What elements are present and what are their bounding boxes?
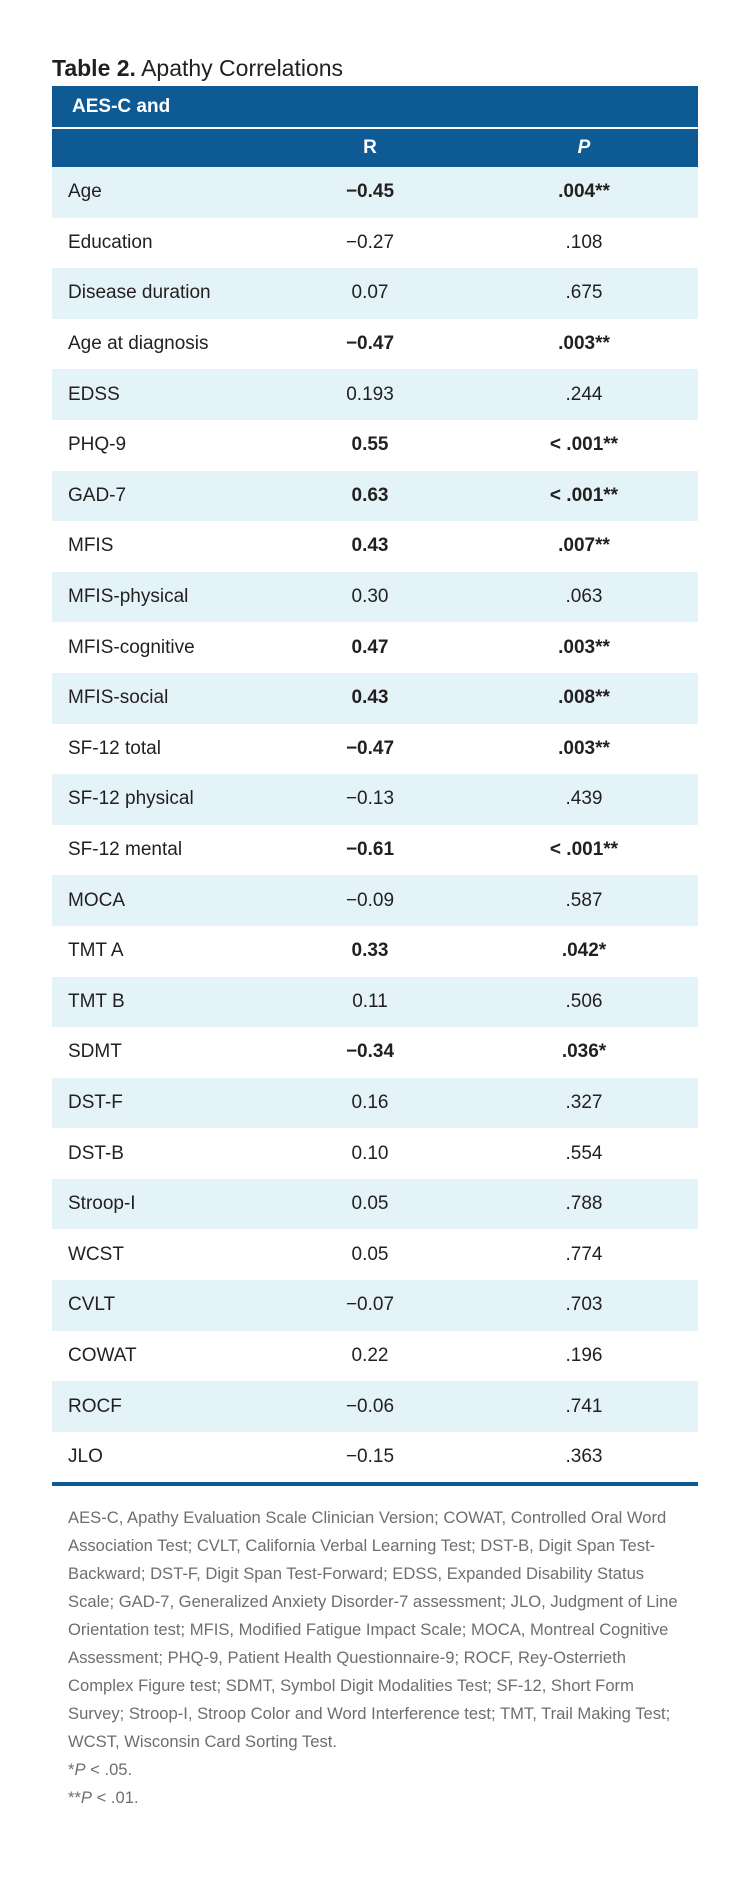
table-row	[52, 825, 698, 876]
row-p-value: .004**	[558, 181, 610, 203]
table-body	[52, 167, 698, 1482]
row-label: Age	[68, 181, 102, 203]
footnote-p01-p: P	[80, 1788, 92, 1808]
table-row	[52, 622, 698, 673]
row-p-value: < .001**	[549, 484, 619, 506]
row-p-value: .554	[565, 1142, 603, 1164]
table-title	[52, 50, 698, 86]
row-r-value: 0.47	[351, 636, 389, 658]
table-row	[52, 673, 698, 724]
row-label: Education	[68, 231, 153, 253]
row-r-value: 0.193	[346, 383, 394, 405]
row-label: JLO	[68, 1446, 103, 1468]
row-label: SDMT	[68, 1041, 122, 1063]
row-r-value: −0.61	[345, 839, 395, 861]
row-p-value: .036*	[561, 1041, 607, 1063]
row-label: Disease duration	[68, 282, 211, 304]
row-label: EDSS	[68, 383, 120, 405]
row-p-value: .063	[565, 586, 603, 608]
row-label: DST-F	[68, 1091, 123, 1113]
table-row	[52, 268, 698, 319]
table-row	[52, 1331, 698, 1382]
table-row	[52, 875, 698, 926]
row-r-value: 0.43	[351, 687, 389, 709]
table-row	[52, 774, 698, 825]
row-r-value: 0.07	[351, 282, 389, 304]
row-label: TMT B	[68, 990, 125, 1012]
table-row	[52, 1128, 698, 1179]
table-title-text: Apathy Correlations	[141, 55, 344, 81]
row-r-value: 0.11	[352, 990, 388, 1012]
row-r-value: 0.05	[351, 1193, 389, 1215]
row-p-value: .439	[565, 788, 603, 810]
row-p-value: .327	[565, 1091, 603, 1113]
table-row	[52, 218, 698, 269]
footnote-p05	[68, 1756, 690, 1784]
table-row	[52, 1381, 698, 1432]
row-r-value: −0.47	[345, 737, 395, 759]
table-row	[52, 1078, 698, 1129]
column-header-r: R	[363, 137, 377, 158]
row-p-value: .363	[565, 1446, 603, 1468]
row-label: COWAT	[68, 1344, 137, 1366]
row-r-value: −0.09	[345, 889, 395, 911]
table-row	[52, 572, 698, 623]
table-row	[52, 926, 698, 977]
table-number: Table 2.	[52, 55, 136, 81]
table-container	[52, 50, 698, 1812]
column-header-p: P	[577, 137, 591, 158]
row-label: MFIS-physical	[68, 586, 189, 608]
row-p-value: .774	[565, 1243, 603, 1265]
row-p-value: .008**	[558, 687, 610, 709]
group-header	[52, 86, 698, 127]
row-p-value: .007**	[558, 535, 610, 557]
row-r-value: 0.33	[351, 940, 389, 962]
abbreviations-note: AES-C, Apathy Evaluation Scale Clinician Version; COWAT, Controlled Oral Word Association Test; CVLT, California Verbal Learning Test; DST-B, Digit Span Test-Backward; DST-F, Digit Span Test-Forward; EDSS, Expanded Disability Status Scale; GAD-7, Generalized Anxiety Disorder-7 assessment; JLO, Judgment of Line Orientation test; MFIS, Modified Fatigue Impact Scale; MOCA, Montreal Cognitive Assessment; PHQ-9, Patient Health Questionnaire-9; ROCF, Rey-Osterrieth Complex Figure test; SDMT, Symbol Digit Modalities Test; SF-12, Short Form Survey; Stroop-I, Stroop Color and Word Interference test; TMT, Trail Making Test; WCST, Wisconsin Card Sorting Test.	[68, 1508, 678, 1752]
row-r-value: 0.30	[351, 586, 389, 608]
row-p-value: .003**	[558, 737, 610, 759]
row-r-value: 0.05	[351, 1243, 389, 1265]
row-label: ROCF	[68, 1395, 122, 1417]
row-r-value: 0.43	[351, 535, 389, 557]
footnote-p01-stars: **	[68, 1788, 81, 1808]
table-row	[52, 369, 698, 420]
row-p-value: < .001**	[549, 434, 619, 456]
column-header-row	[52, 129, 698, 167]
row-r-value: −0.27	[345, 231, 395, 253]
table-row	[52, 521, 698, 572]
row-p-value: .788	[565, 1193, 603, 1215]
row-r-value: 0.10	[351, 1142, 389, 1164]
table-row	[52, 977, 698, 1028]
row-r-value: −0.45	[345, 181, 395, 203]
table-row	[52, 471, 698, 522]
row-p-value: < .001**	[549, 839, 619, 861]
row-p-value: .703	[565, 1294, 603, 1316]
footnote-p05-stars: *	[68, 1760, 75, 1780]
table-row	[52, 1229, 698, 1280]
row-label: PHQ-9	[68, 434, 127, 456]
table-row	[52, 1432, 698, 1483]
row-label: CVLT	[68, 1294, 116, 1316]
row-label: MFIS	[68, 535, 114, 557]
row-r-value: 0.55	[351, 434, 389, 456]
row-r-value: −0.07	[345, 1294, 395, 1316]
table-bottom-rule	[52, 1482, 698, 1486]
footnote-p01-text: < .01.	[92, 1788, 139, 1808]
row-r-value: −0.06	[345, 1395, 395, 1417]
column-header-variable	[52, 129, 270, 167]
row-p-value: .506	[565, 990, 603, 1012]
row-r-value: 0.16	[351, 1091, 389, 1113]
row-label: MFIS-social	[68, 687, 169, 709]
table-row	[52, 420, 698, 471]
row-r-value: 0.63	[351, 484, 389, 506]
footnote-p01	[68, 1784, 690, 1812]
row-p-value: .741	[565, 1395, 603, 1417]
row-label: SF-12 total	[68, 737, 161, 759]
row-p-value: .196	[565, 1344, 603, 1366]
table-row	[52, 724, 698, 775]
row-r-value: −0.47	[345, 333, 395, 355]
table-notes	[52, 1504, 698, 1812]
table-row	[52, 167, 698, 218]
row-p-value: .675	[565, 282, 603, 304]
table-row	[52, 1027, 698, 1078]
row-p-value: .042*	[561, 940, 607, 962]
row-p-value: .587	[565, 889, 603, 911]
row-r-value: 0.22	[351, 1344, 389, 1366]
row-p-value: .003**	[558, 333, 610, 355]
row-label: MOCA	[68, 889, 125, 911]
row-label: WCST	[68, 1243, 124, 1265]
row-label: Age at diagnosis	[68, 333, 209, 355]
row-label: SF-12 mental	[68, 839, 183, 861]
row-label: TMT A	[68, 940, 124, 962]
group-header-label: AES-C and	[72, 96, 171, 117]
row-p-value: .244	[565, 383, 603, 405]
row-r-value: −0.34	[345, 1041, 395, 1063]
row-label: SF-12 physical	[68, 788, 194, 810]
footnote-p05-p: P	[74, 1760, 86, 1780]
row-p-value: .003**	[558, 636, 610, 658]
table-row	[52, 319, 698, 370]
row-label: DST-B	[68, 1142, 124, 1164]
table-row	[52, 1280, 698, 1331]
row-r-value: −0.13	[345, 788, 395, 810]
row-label: GAD-7	[68, 484, 127, 506]
table-row	[52, 1179, 698, 1230]
row-label: MFIS-cognitive	[68, 636, 195, 658]
footnote-p05-text: < .05.	[85, 1760, 133, 1780]
row-p-value: .108	[565, 231, 603, 253]
row-label: Stroop-I	[68, 1193, 136, 1215]
row-r-value: −0.15	[345, 1446, 395, 1468]
